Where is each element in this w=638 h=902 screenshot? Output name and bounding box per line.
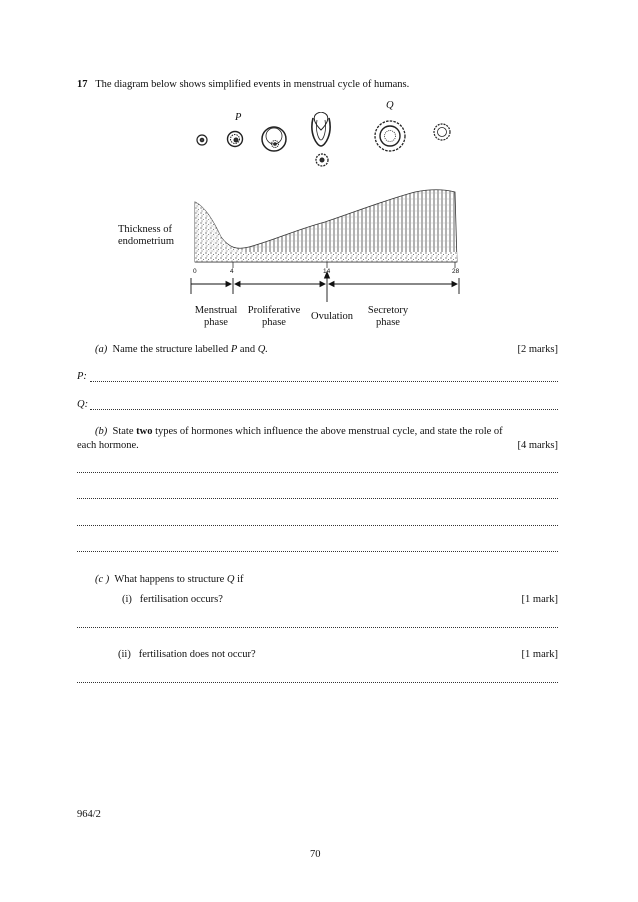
part-b-label: (b) <box>95 426 108 437</box>
paper-code: 964/2 <box>77 809 101 820</box>
phase-arrows-icon <box>191 272 459 302</box>
part-b-text-pre: State <box>112 426 134 437</box>
part-c-i-label: (i) <box>122 594 132 605</box>
tick-28: 28 <box>452 268 460 275</box>
question-heading <box>77 78 409 92</box>
answer-b-line-1[interactable] <box>77 472 558 473</box>
part-c-ii-text: fertilisation does not occur? <box>138 649 256 660</box>
part-a-q: Q. <box>257 344 268 355</box>
part-c-text-post: if <box>237 574 244 585</box>
part-a-and: and <box>239 344 256 355</box>
part-a-text: Name the structure labelled <box>112 344 229 355</box>
label-q: Q <box>386 100 394 111</box>
part-c-i <box>122 593 223 607</box>
answer-p-label: P: <box>77 371 87 382</box>
proliferative-phase-line1: Proliferative <box>247 305 301 316</box>
part-c-label: (c ) <box>95 574 110 585</box>
part-c-ii <box>118 648 256 662</box>
answer-b-line-2[interactable] <box>77 498 558 499</box>
part-c-question <box>95 573 244 587</box>
answer-c-i-line[interactable] <box>77 627 558 628</box>
tick-4: 4 <box>230 268 234 275</box>
part-c-i-marks: [1 mark] <box>521 594 558 605</box>
menstrual-phase-line1: Menstrual <box>194 305 238 316</box>
tick-14: 14 <box>323 268 331 275</box>
part-a-p: P <box>230 344 238 355</box>
part-b-text-post: types of hormones which influence the above menstrual cycle, and state the role of <box>155 426 503 437</box>
question-number: 17 <box>77 79 88 90</box>
question-intro: The diagram below shows simplified events in menstrual cycle of humans. <box>95 79 410 90</box>
part-c-ii-marks: [1 mark] <box>521 649 558 660</box>
answer-q-label: Q: <box>77 399 89 410</box>
label-p: P <box>235 112 242 123</box>
part-b-bold: two <box>136 426 153 437</box>
part-a-marks: [2 marks] <box>517 344 558 355</box>
part-c-ii-label: (ii) <box>118 649 131 660</box>
proliferative-phase-line2: phase <box>262 317 286 328</box>
follicle-stages-icon <box>197 112 450 166</box>
part-c-text-pre: What happens to structure <box>114 574 225 585</box>
secretory-phase-line2: phase <box>376 317 400 328</box>
answer-b-line-4[interactable] <box>77 551 558 552</box>
answer-b-line-3[interactable] <box>77 525 558 526</box>
secretory-phase-label <box>358 305 418 329</box>
answer-c-ii-line[interactable] <box>77 682 558 683</box>
answer-p-line[interactable] <box>90 381 558 382</box>
part-c-i-text: fertilisation occurs? <box>139 594 223 605</box>
part-b-question <box>95 425 559 439</box>
y-axis-label-line1: Thickness of <box>118 224 172 235</box>
menstrual-phase-line2: phase <box>204 317 228 328</box>
part-a-question <box>95 343 268 357</box>
ovulation-label: Ovulation <box>311 311 353 322</box>
part-b-line2: each hormone. <box>77 440 139 451</box>
menstrual-phase-label <box>190 305 242 329</box>
secretory-phase-line1: Secretory <box>367 305 409 316</box>
page-number: 70 <box>310 849 321 860</box>
part-a-label: (a) <box>95 344 108 355</box>
proliferative-phase-label <box>240 305 308 329</box>
y-axis-label-line2: endometrium <box>118 236 174 247</box>
answer-q-line[interactable] <box>90 409 558 410</box>
part-b-marks: [4 marks] <box>517 440 558 451</box>
y-axis-label <box>118 224 174 248</box>
tick-0: 0 <box>193 268 197 275</box>
part-c-q: Q <box>226 574 235 585</box>
